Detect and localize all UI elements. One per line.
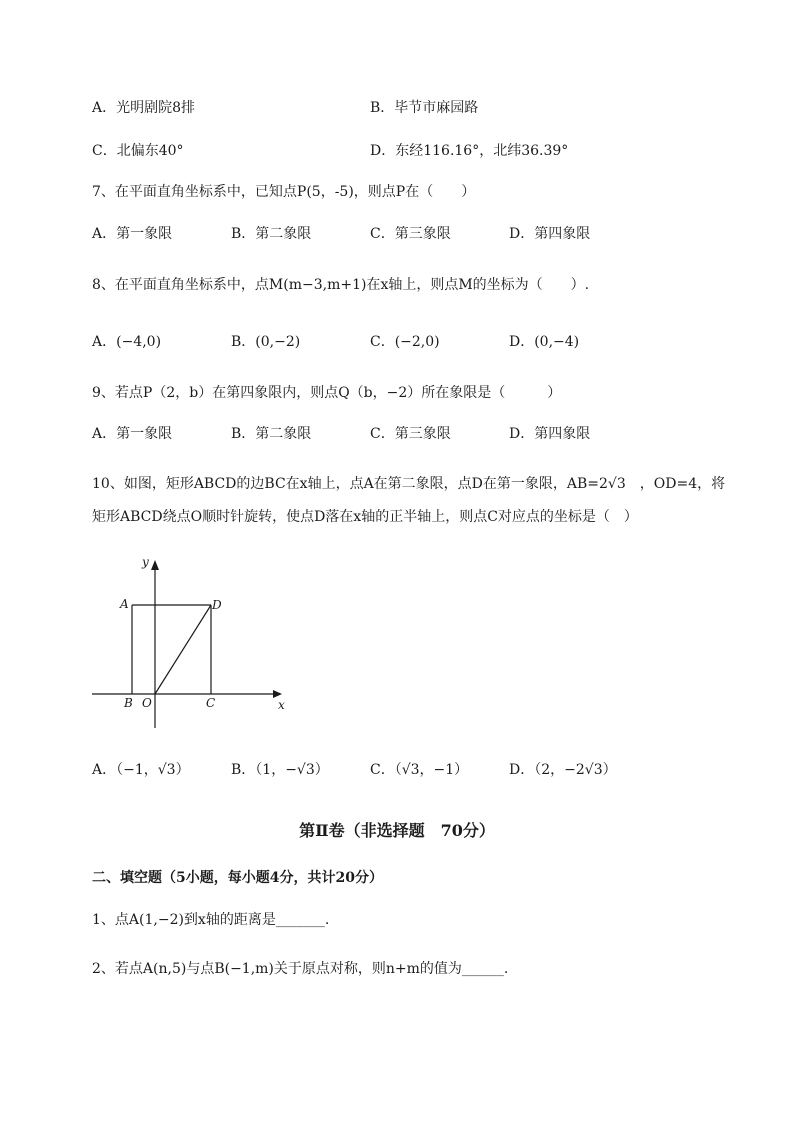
q8-option-c: C．(−2,0): [370, 334, 440, 350]
q6-option-d: D．东经116.16°，北纬36.39°: [370, 143, 569, 159]
segment-od: [155, 605, 211, 694]
q8-option-b: B．(0,−2): [231, 334, 301, 350]
label-o: O: [142, 696, 152, 710]
y-axis-arrow: [151, 560, 159, 570]
q7-option-a: A．第一象限: [92, 226, 173, 242]
q6-option-a: A．光明剧院8排: [92, 100, 196, 116]
q9-option-c: C．第三象限: [370, 426, 451, 442]
q10-option-b: B．（1，−√3）: [231, 762, 329, 778]
q8-option-d: D．(0,−4): [509, 334, 580, 350]
q10-stem-line1: 10、如图，矩形ABCD的边BC在x轴上，点A在第二象限，点D在第一象限，AB=2√3 ，OD=4，将: [92, 476, 726, 492]
label-x: x: [278, 698, 285, 712]
label-b: B: [124, 696, 133, 710]
q7-option-d: D．第四象限: [509, 226, 591, 242]
q7-stem: 7、在平面直角坐标系中，已知点P(5，-5)，则点P在（ ）: [92, 184, 476, 200]
fill-item-2: 2、若点A(n,5)与点B(−1,m)关于原点对称，则n+m的值为______.: [92, 961, 509, 977]
section2-title: 第Ⅱ卷（非选择题 70分）: [299, 821, 495, 840]
q9-stem: 9、若点P（2，b）在第四象限内，则点Q（b，−2）所在象限是（ ）: [92, 385, 562, 401]
q8-stem: 8、在平面直角坐标系中，点M(m−3,m+1)在x轴上，则点M的坐标为（ ）.: [92, 277, 590, 293]
label-y: y: [142, 555, 149, 569]
q10-stem-line2: 矩形ABCD绕点O顺时针旋转，使点D落在x轴的正半轴上，则点C对应点的坐标是（ ）: [92, 509, 638, 525]
q6-option-b: B．毕节市麻园路: [370, 100, 479, 116]
q9-option-a: A．第一象限: [92, 426, 173, 442]
q7-option-b: B．第二象限: [231, 226, 312, 242]
q10-option-d: D．（2，−2√3）: [509, 762, 617, 778]
q7-option-c: C．第三象限: [370, 226, 451, 242]
label-a: A: [120, 597, 129, 611]
q9-option-b: B．第二象限: [231, 426, 312, 442]
fill-item-1: 1、点A(1,−2)到x轴的距离是_______.: [92, 912, 330, 928]
q6-option-c: C．北偏东40°: [92, 143, 184, 159]
q10-figure: [80, 550, 300, 740]
q10-option-a: A．（−1，√3）: [92, 762, 190, 778]
q10-option-c: C．（√3，−1）: [370, 762, 469, 778]
q9-option-d: D．第四象限: [509, 426, 591, 442]
label-d: D: [212, 598, 222, 612]
x-axis-arrow: [273, 690, 282, 698]
section2-heading: 二、填空题（5小题，每小题4分，共计20分）: [92, 870, 383, 886]
q8-option-a: A．(−4,0): [92, 334, 162, 350]
label-c: C: [206, 696, 216, 710]
